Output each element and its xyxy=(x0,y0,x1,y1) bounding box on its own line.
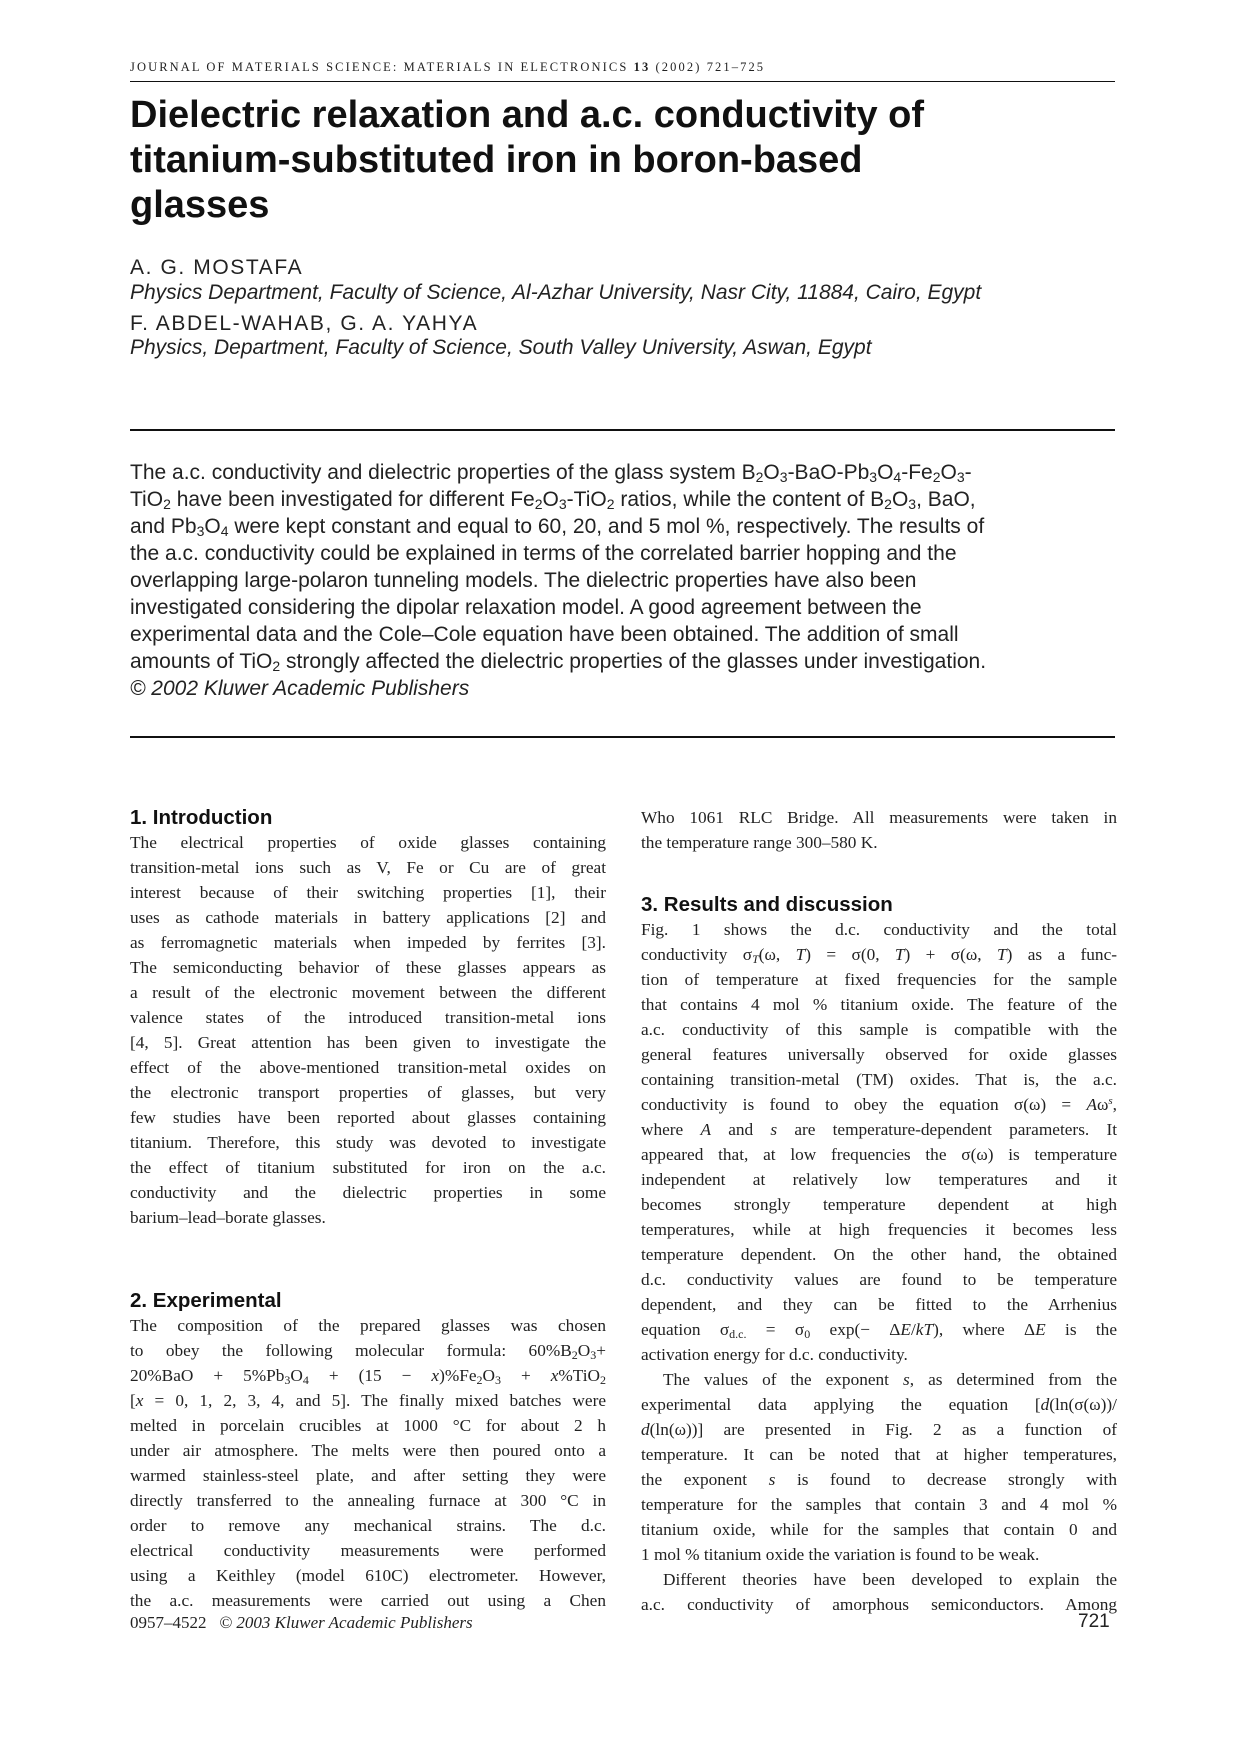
paper-title xyxy=(130,93,1110,228)
abstract-line: amounts of TiO$_2$ strongly affected the dielectric properties of the glasses under investigation. xyxy=(130,650,987,674)
abstract-bottom-rule xyxy=(130,736,1115,738)
abstract-line: overlapping large-polaron tunneling models. The dielectric properties have also been xyxy=(130,569,917,592)
text-line: conductivity $\sigma_T(\omega$, T) = σ(0, T) + σ(ω, T) as a func- xyxy=(641,945,1117,966)
text-line: order to remove any mechanical strains. The d.c. xyxy=(130,1516,606,1535)
text-line: Different theories have been developed to explain the xyxy=(663,1570,1117,1589)
journal-volume: 13 xyxy=(633,60,651,74)
abstract-line: experimental data and the Cole–Cole equation have been obtained. The addition of small xyxy=(130,623,959,646)
text-line: the a.c. measurements were carried out using a Chen xyxy=(130,1591,606,1610)
right-column xyxy=(641,805,1117,1617)
affiliation-1: Physics Department, Faculty of Science, Al-Azhar University, Nasr City, 11884, Cairo, Egypt xyxy=(130,281,982,304)
author-group-1: A. G. MOSTAFA xyxy=(130,256,304,279)
footer-publisher xyxy=(130,1613,473,1633)
footer-copyright: © 2003 Kluwer Academic Publishers xyxy=(219,1613,473,1632)
text-line: barium–lead–borate glasses. xyxy=(130,1208,326,1227)
continued-text xyxy=(641,805,1117,855)
text-line: effect of the above-mentioned transition-metal oxides on xyxy=(130,1058,606,1077)
text-line: few studies have been reported about glasses containing xyxy=(130,1108,606,1127)
text-line: that contains 4 mol % titanium oxide. The feature of the xyxy=(641,995,1117,1014)
journal-name: JOURNAL OF MATERIALS SCIENCE: MATERIALS IN ELECTRONICS xyxy=(130,60,629,74)
text-line: d.c. conductivity values are found to be temperature xyxy=(641,1270,1117,1289)
journal-year-pages: (2002) 721–725 xyxy=(655,60,766,74)
text-line: $20\%BaO + 5\%Pb_3O_4 + (15 - x)\%Fe_2O_3 + x\%TiO_2$ xyxy=(130,1366,606,1387)
experimental-text xyxy=(130,1313,606,1613)
text-line: experimental data applying the equation [d(ln(σ(ω))/ xyxy=(641,1395,1117,1414)
text-line: titanium. Therefore, this study was devoted to investigate xyxy=(130,1133,606,1152)
header-rule xyxy=(130,81,1115,82)
text-line: containing transition-metal (TM) oxides. That is, the a.c. xyxy=(641,1070,1117,1089)
text-line: temperature. It can be noted that at higher temperatures, xyxy=(641,1445,1117,1464)
text-line: equation $\sigma_{d.c.} = \sigma_0$ exp(− ΔE/kT), where ΔE is the xyxy=(641,1320,1117,1341)
text-line: warmed stainless-steel plate, and after setting they were xyxy=(130,1466,606,1485)
text-line: valence states of the introduced transition-metal ions xyxy=(130,1008,606,1027)
text-line: The electrical properties of oxide glasses containing xyxy=(130,833,606,852)
text-line: d(ln(ω))] are presented in Fig. 2 as a function of xyxy=(641,1420,1117,1439)
text-line: conductivity is found to obey the equation $\sigma(\omega) = A\omega^s$, xyxy=(641,1095,1117,1114)
text-line: the exponent s is found to decrease strongly with xyxy=(641,1470,1117,1489)
page-number: 721 xyxy=(1078,1611,1110,1632)
text-line: electrical conductivity measurements were performed xyxy=(130,1541,606,1560)
introduction-text xyxy=(130,830,606,1230)
results-text xyxy=(641,917,1117,1617)
section-heading-results: 3. Results and discussion xyxy=(641,893,893,916)
affiliation-2: Physics, Department, Faculty of Science, South Valley University, Aswan, Egypt xyxy=(130,336,872,359)
abstract-line: the a.c. conductivity could be explained in terms of the correlated barrier hopping and the xyxy=(130,542,957,565)
text-line: under air atmosphere. The melts were then poured onto a xyxy=(130,1441,606,1460)
text-line: the temperature range 300–580 K. xyxy=(641,833,878,852)
text-line: [x = 0, 1, 2, 3, 4, and 5]. The finally mixed batches were xyxy=(130,1391,606,1410)
text-line: directly transferred to the annealing furnace at 300 °C in xyxy=(130,1491,606,1510)
text-line: Fig. 1 shows the d.c. conductivity and the total xyxy=(641,920,1117,939)
text-line: transition-metal ions such as V, Fe or Cu are of great xyxy=(130,858,606,877)
section-heading-introduction: 1. Introduction xyxy=(130,806,273,829)
text-line: temperature dependent. On the other hand, the obtained xyxy=(641,1245,1117,1264)
title-line-1: Dielectric relaxation and a.c. conductivity of xyxy=(130,94,925,136)
text-line: Who 1061 RLC Bridge. All measurements were taken in xyxy=(641,808,1117,827)
text-line: a.c. conductivity of amorphous semiconductors. Among xyxy=(641,1595,1117,1614)
text-line: independent at relatively low temperatures and it xyxy=(641,1170,1117,1189)
text-line: interest because of their switching properties [1], their xyxy=(130,883,606,902)
text-line: dependent, and they can be fitted to the Arrhenius xyxy=(641,1295,1117,1314)
text-line: the electronic transport properties of glasses, but very xyxy=(130,1083,606,1102)
text-line: becomes strongly temperature dependent at high xyxy=(641,1195,1117,1214)
abstract-line: investigated considering the dipolar relaxation model. A good agreement between the xyxy=(130,596,922,619)
author-group-2: F. ABDEL-WAHAB, G. A. YAHYA xyxy=(130,312,479,335)
abstract-line: TiO$_2$ have been investigated for different $Fe_2O_3-TiO_2$ ratios, while the content of $B_2O_3$, BaO, xyxy=(130,488,976,512)
text-line: a.c. conductivity of this sample is compatible with the xyxy=(641,1020,1117,1039)
text-line: appeared that, at low frequencies the σ(ω) is temperature xyxy=(641,1145,1117,1164)
text-line: where A and s are temperature-dependent parameters. It xyxy=(641,1120,1117,1139)
text-line: The semiconducting behavior of these glasses appears as xyxy=(130,958,606,977)
text-line: activation energy for d.c. conductivity. xyxy=(641,1345,908,1364)
text-line: The values of the exponent s, as determined from the xyxy=(663,1370,1117,1389)
text-line: The composition of the prepared glasses was chosen xyxy=(130,1316,606,1335)
journal-header xyxy=(130,60,765,75)
text-line: using a Keithley (model 610C) electrometer. However, xyxy=(130,1566,606,1585)
text-line: general features universally observed for oxide glasses xyxy=(641,1045,1117,1064)
section-heading-experimental: 2. Experimental xyxy=(130,1289,282,1312)
text-line: uses as cathode materials in battery applications [2] and xyxy=(130,908,606,927)
title-line-3: glasses xyxy=(130,184,270,226)
text-line: 1 mol % titanium oxide the variation is found to be weak. xyxy=(641,1545,1040,1564)
text-line: temperatures, while at high frequencies it becomes less xyxy=(641,1220,1117,1239)
text-line: to obey the following molecular formula: $60\%B_2O_3+$ xyxy=(130,1341,606,1362)
title-line-2: titanium-substituted iron in boron-based xyxy=(130,139,863,181)
text-line: the effect of titanium substituted for iron on the a.c. xyxy=(130,1158,606,1177)
text-line: as ferromagnetic materials when impeded by ferrites [3]. xyxy=(130,933,606,952)
footer-issn: 0957–4522 xyxy=(130,1613,207,1632)
abstract-line: and $Pb_3O_4$ were kept constant and equal to 60, 20, and 5 mol %, respectively. The results of xyxy=(130,515,985,539)
text-line: melted in porcelain crucibles at 1000 °C for about 2 h xyxy=(130,1416,606,1435)
text-line: conductivity and the dielectric properties in some xyxy=(130,1183,606,1202)
left-column xyxy=(130,805,606,1613)
text-line: a result of the electronic movement between the different xyxy=(130,983,606,1002)
text-line: temperature for the samples that contain 3 and 4 mol % xyxy=(641,1495,1117,1514)
abstract-top-rule xyxy=(130,429,1115,431)
text-line: tion of temperature at fixed frequencies for the sample xyxy=(641,970,1117,989)
abstract-line: The a.c. conductivity and dielectric properties of the glass system $B_2O_3-BaO-Pb_3O_4-Fe_2O_3-$ xyxy=(130,461,972,485)
text-line: [4, 5]. Great attention has been given to investigate the xyxy=(130,1033,606,1052)
abstract-copyright: © 2002 Kluwer Academic Publishers xyxy=(130,677,470,700)
experimental-text-rest xyxy=(130,1413,606,1613)
text-line: titanium oxide, while for the samples that contain 0 and xyxy=(641,1520,1117,1539)
abstract xyxy=(130,459,1118,702)
